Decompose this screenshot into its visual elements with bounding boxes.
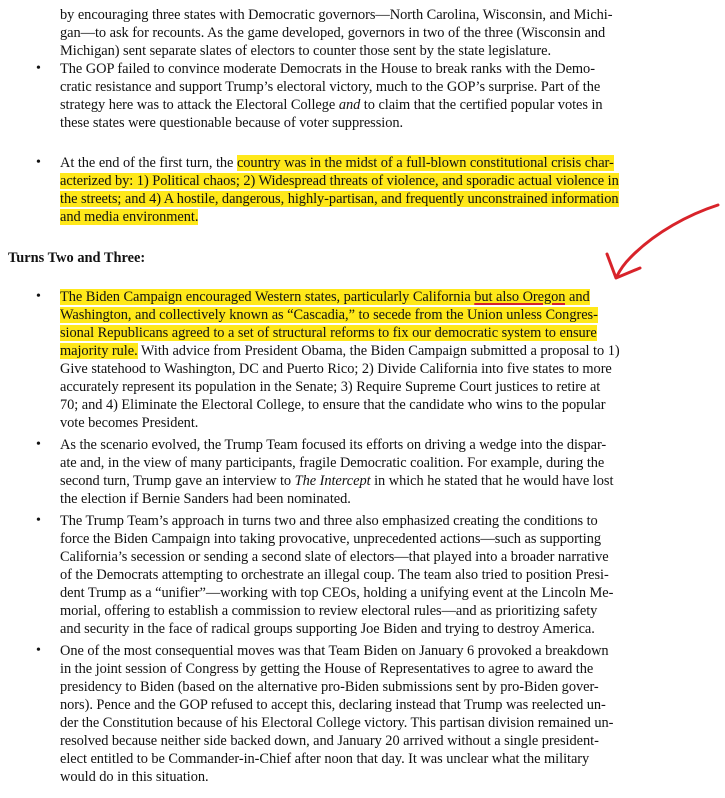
text-line: the election if Bernie Sanders had been nominated. xyxy=(60,491,351,507)
highlighted-text: country was in the midst of a full-blown constitutional crisis char- xyxy=(236,155,614,171)
text-line: Give statehood to Washington, DC and Puerto Rico; 2) Divide California into five states to more xyxy=(60,361,612,377)
text-line: The GOP failed to convince moderate Democrats in the House to break ranks with the Demo- xyxy=(60,61,595,77)
underlined-highlighted-text: but also Oregon xyxy=(474,289,566,305)
text-line: As the scenario evolved, the Trump Team focused its efforts on driving a wedge into the dispar- xyxy=(60,437,607,453)
text-line: would do in this situation. xyxy=(60,769,209,785)
highlighted-text: sional Republicans agreed to a set of structural reforms to fix our democratic system to ensure xyxy=(60,325,597,341)
text-line: second turn, Trump gave an interview to The Intercept in which he stated that he would have lost xyxy=(60,473,614,489)
text-line: gan—to ask for recounts. As the game developed, governors in two of the three (Wisconsin and xyxy=(60,25,606,41)
text-line: force the Biden Campaign into taking provocative, unprecedented actions—such as supporting xyxy=(60,531,601,547)
section-heading: Turns Two and Three: xyxy=(8,250,146,266)
text-line: presidency to Biden (based on the alternative pro-Biden submissions sent by pro-Biden gover- xyxy=(60,679,599,695)
bullet-icon: • xyxy=(36,643,41,658)
arrow-shaft xyxy=(617,205,718,276)
emphasis-text: and xyxy=(338,97,361,113)
text-line: morial, offering to establish a commission to review electoral rules—and as prioritizing safety xyxy=(60,603,598,619)
text-line: The Trump Team’s approach in turns two and three also emphasized creating the conditions to xyxy=(60,513,598,529)
emphasis-text: The Intercept xyxy=(294,473,371,489)
text-line: ate and, in the view of many participants, fragile Democratic coalition. For example, during the xyxy=(60,455,605,471)
text-line: by encouraging three states with Democratic governors—North Carolina, Wisconsin, and Michi- xyxy=(60,7,613,23)
bullet-icon: • xyxy=(36,289,41,304)
highlighted-text: and xyxy=(565,289,590,305)
text-line: resolved because neither side backed down, and January 20 arrived without a single president- xyxy=(60,733,599,749)
text-line: strategy here was to attack the Electoral College and to claim that the certified popular votes in xyxy=(60,97,603,113)
text-line: California’s secession or sending a second slate of electors—that played into a broader narrative xyxy=(60,549,609,565)
highlighted-text: majority rule. xyxy=(60,343,138,359)
text-line: One of the most consequential moves was that Team Biden on January 6 provoked a breakdown xyxy=(60,643,609,659)
text-line: of the Democrats attempting to orchestrate an illegal coup. The team also tried to position Presi- xyxy=(60,567,609,583)
text-line: dent Trump as a “unifier”—working with top CEOs, holding a unifying event at the Lincoln Me- xyxy=(60,585,614,601)
text-line: vote becomes President. xyxy=(60,415,199,431)
text-line: and security in the face of radical groups supporting Joe Biden and trying to destroy America. xyxy=(60,621,595,637)
bullet-icon: • xyxy=(36,61,41,76)
highlighted-text: Washington, and collectively known as “Cascadia,” to secede from the Union unless Congres- xyxy=(60,307,598,323)
text-line: cratic resistance and support Trump’s electoral victory, much to the GOP’s surprise. Part of the xyxy=(60,79,601,95)
bullet-icon: • xyxy=(36,437,41,452)
text-line: elect entitled to be Commander-in-Chief after noon that day. It was unclear what the military xyxy=(60,751,590,767)
text-line: At the end of the first turn, the country was in the midst of a full-blown constitutional crisis char- xyxy=(60,155,614,171)
text-line: in the joint session of Congress by getting the House of Representatives to agree to award the xyxy=(60,661,594,677)
text-line: majority rule. With advice from President Obama, the Biden Campaign submitted a proposal to 1) xyxy=(60,343,620,359)
text-line: nors). Pence and the GOP refused to accept this, declaring instead that Trump was reelected un- xyxy=(60,697,606,713)
text-line: these states were questionable because of voter suppression. xyxy=(60,115,404,131)
bullet-icon: • xyxy=(36,155,41,170)
bullet-icon: • xyxy=(36,513,41,528)
highlighted-text: and media environment. xyxy=(60,209,199,225)
highlighted-text: acterized by: 1) Political chaos; 2) Widespread threats of violence, and sporadic actual violence in xyxy=(60,173,619,189)
highlighted-text: the streets; and 4) A hostile, dangerous, highly-partisan, and frequently unconstrained information xyxy=(60,191,619,207)
text-line: Michigan) sent separate slates of electors to counter those sent by the state legislature. xyxy=(60,43,552,59)
text-line: accurately represent its population in the Senate; 3) Require Supreme Court justices to retire at xyxy=(60,379,601,395)
text-line: der the Constitution because of his Electoral College victory. This partisan division remained un- xyxy=(60,715,614,731)
text-line: 70; and 4) Eliminate the Electoral College, to ensure that the candidate who wins to the popular xyxy=(60,397,606,413)
highlighted-text: The Biden Campaign encouraged Western states, particularly California xyxy=(60,289,475,305)
